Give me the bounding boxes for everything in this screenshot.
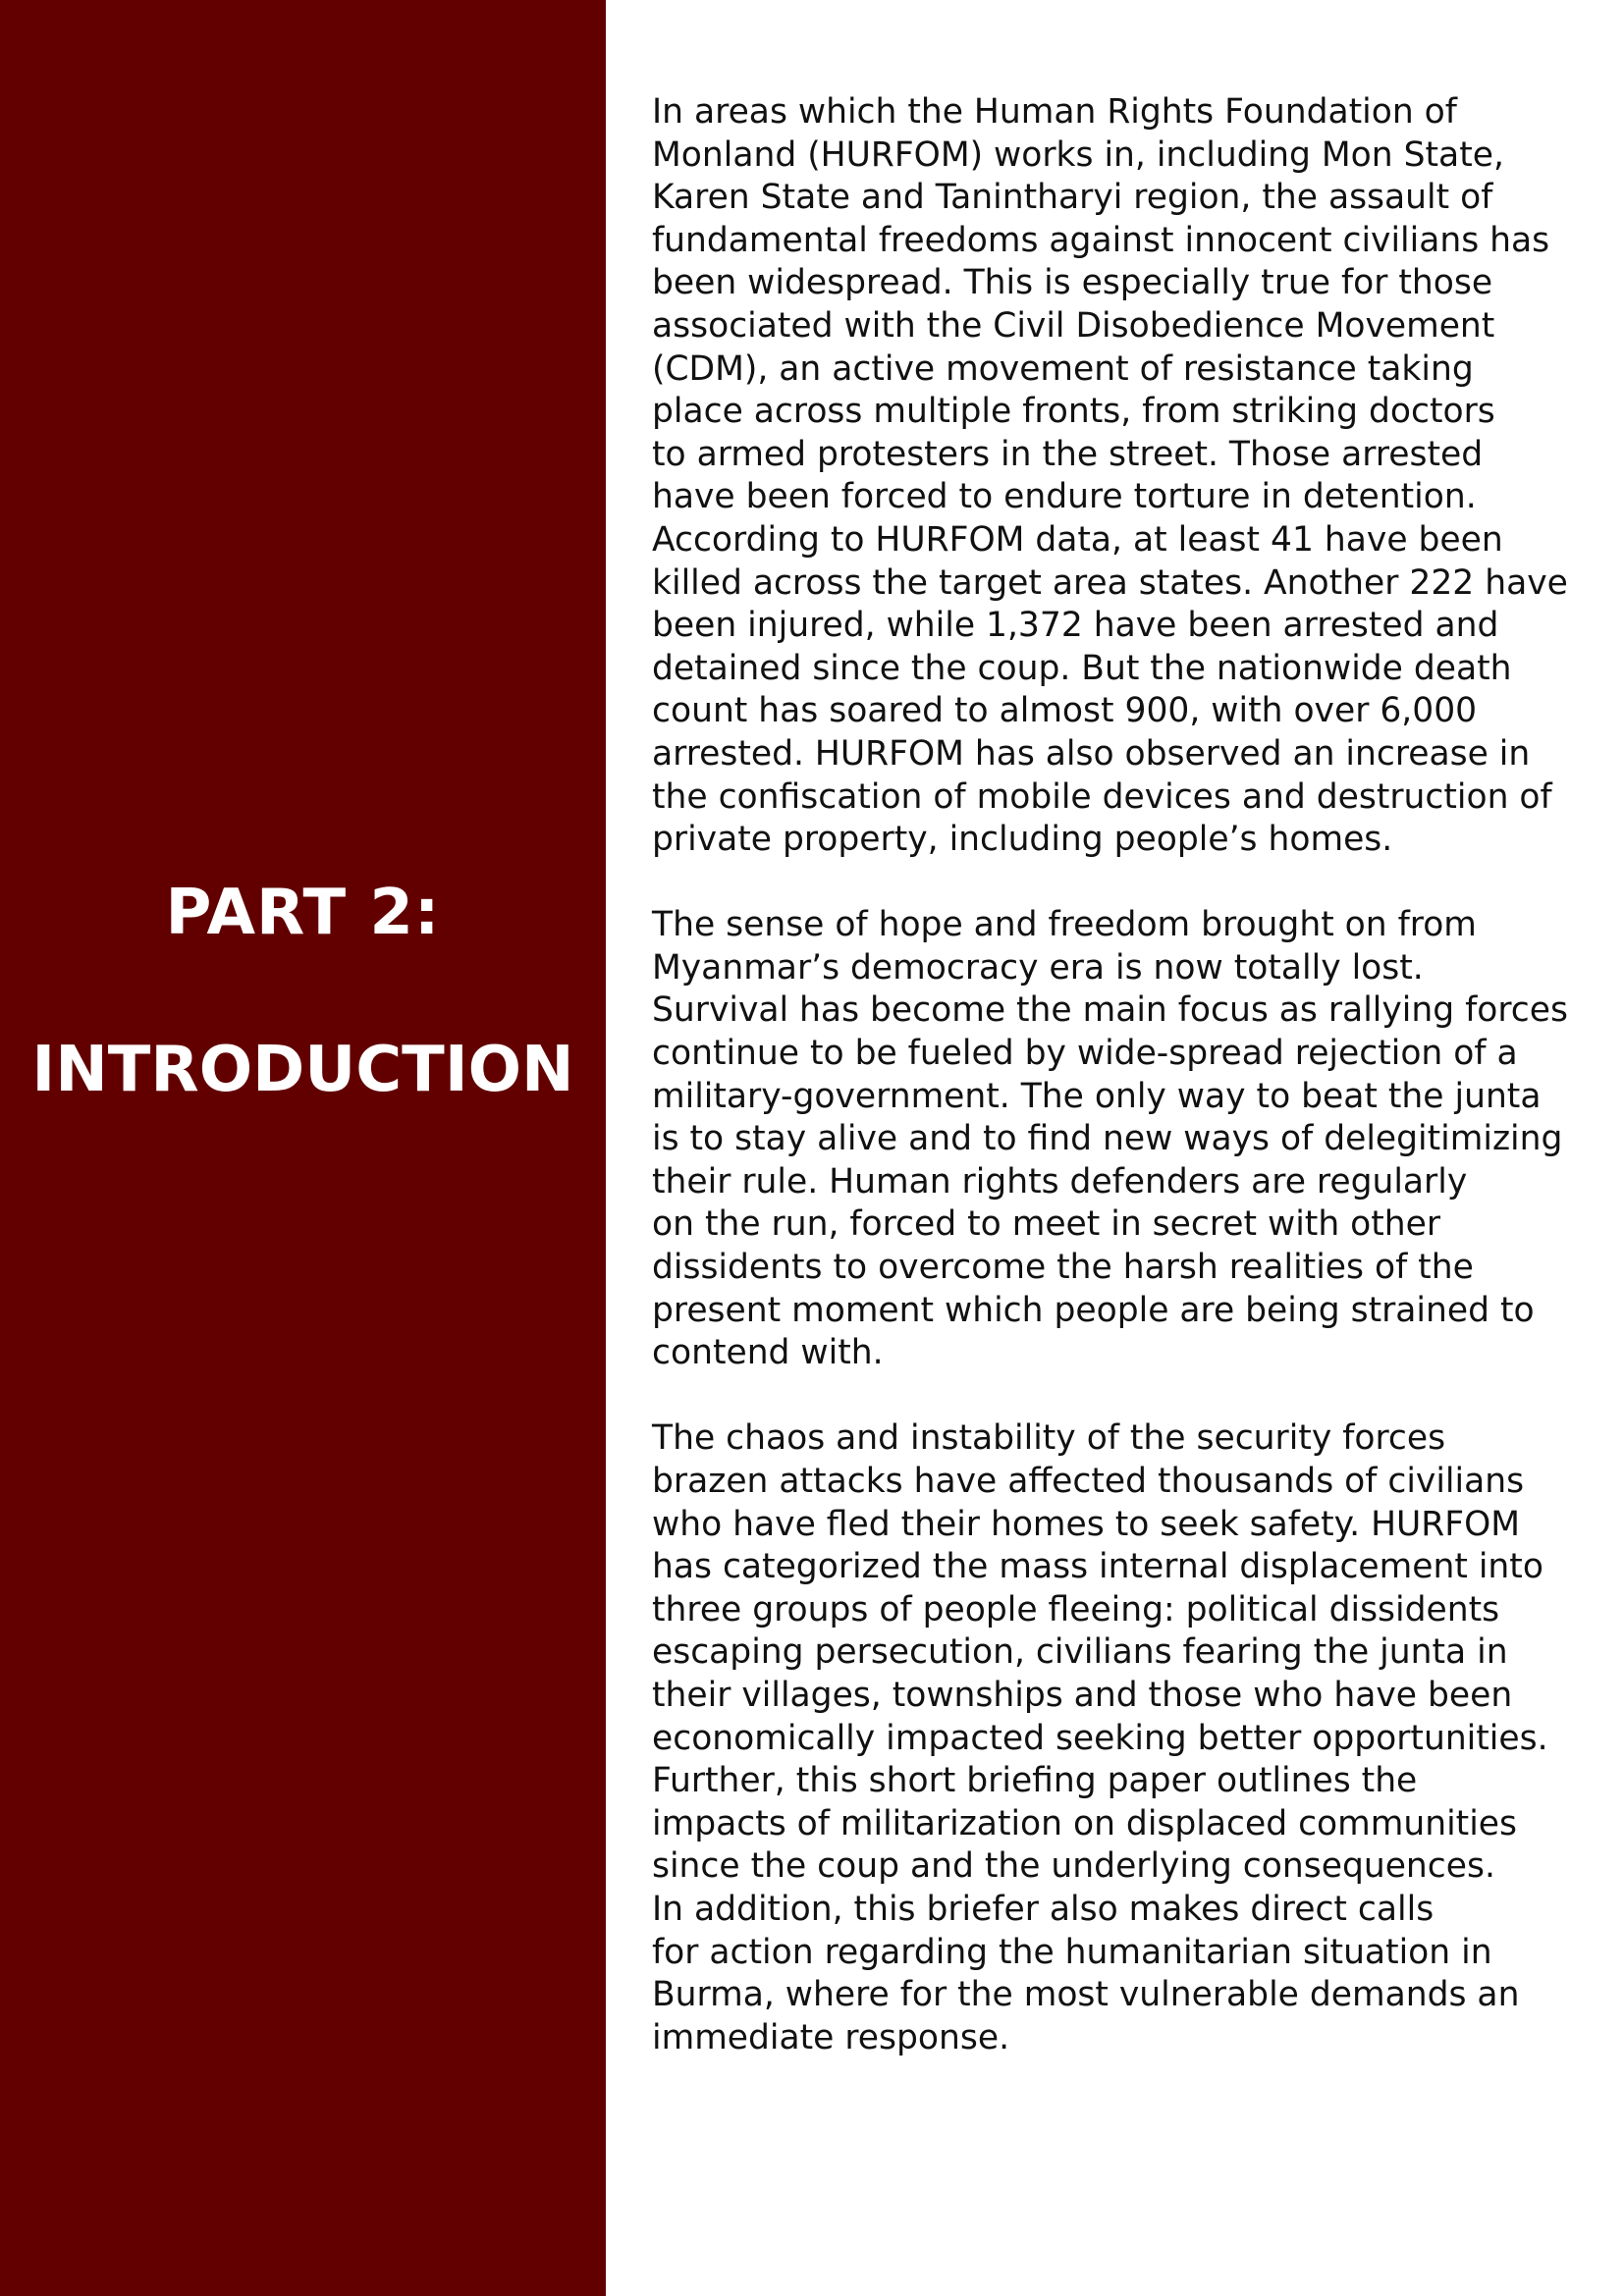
body-text (652, 91, 1595, 2103)
section-title: INTRODUCTION (31, 1034, 574, 1106)
paragraph-3: The chaos and instability of the security forces brazen attacks have affected thousands of civilians who have fled their homes to seek safety. HURFOM has categorized the mass internal displacement into three groups of people fleeing: political dissidents escaping persecution, civilians fearing the junta in their villages, townships and those who have been economically impacted seeking better opportunities. Further, this short briefing paper outlines the impacts of militarization on displaced communities since the coup and the underlying consequences. In addition, this briefer also makes direct calls for action regarding the humanitarian situation in Burma, where for the most vulnerable demands an immediate response. (652, 1418, 1548, 2057)
paragraph-1: In areas which the Human Rights Foundation of Monland (HURFOM) works in, including Mon State, Karen State and Tanintharyi region, the assault of fundamental freedoms against innocent civilians has been widespread. This is especially true for those associated with the Civil Disobedience Movement (CDM), an active movement of resistance taking place across multiple fronts, from striking doctors to armed protesters in the street. Those arrested have been forced to endure torture in detention. According to HURFOM data, at least 41 have been killed across the target area states. Another 222 have been injured, while 1,372 have been arrested and detained since the coup. But the nationwide death count has soared to almost 900, with over 6,000 arrested. HURFOM has also observed an increase in the confiscation of mobile devices and destruction of private property, including people’s homes. (652, 92, 1568, 860)
paragraph-2: The sense of hope and freedom brought on from Myanmar’s democracy era is now totally lost. Survival has become the main focus as rallying forces continue to be fueled by wide-spread rejection of a military-government. The only way to beat the junta is to stay alive and to find new ways of delegitimizing their rule. Human rights defenders are regularly on the run, forced to meet in secret with other dissidents to overcome the harsh realities of the present moment which people are being strained to contend with. (652, 905, 1568, 1373)
part-label: PART 2: (165, 877, 441, 949)
sidebar-panel (0, 0, 606, 2296)
